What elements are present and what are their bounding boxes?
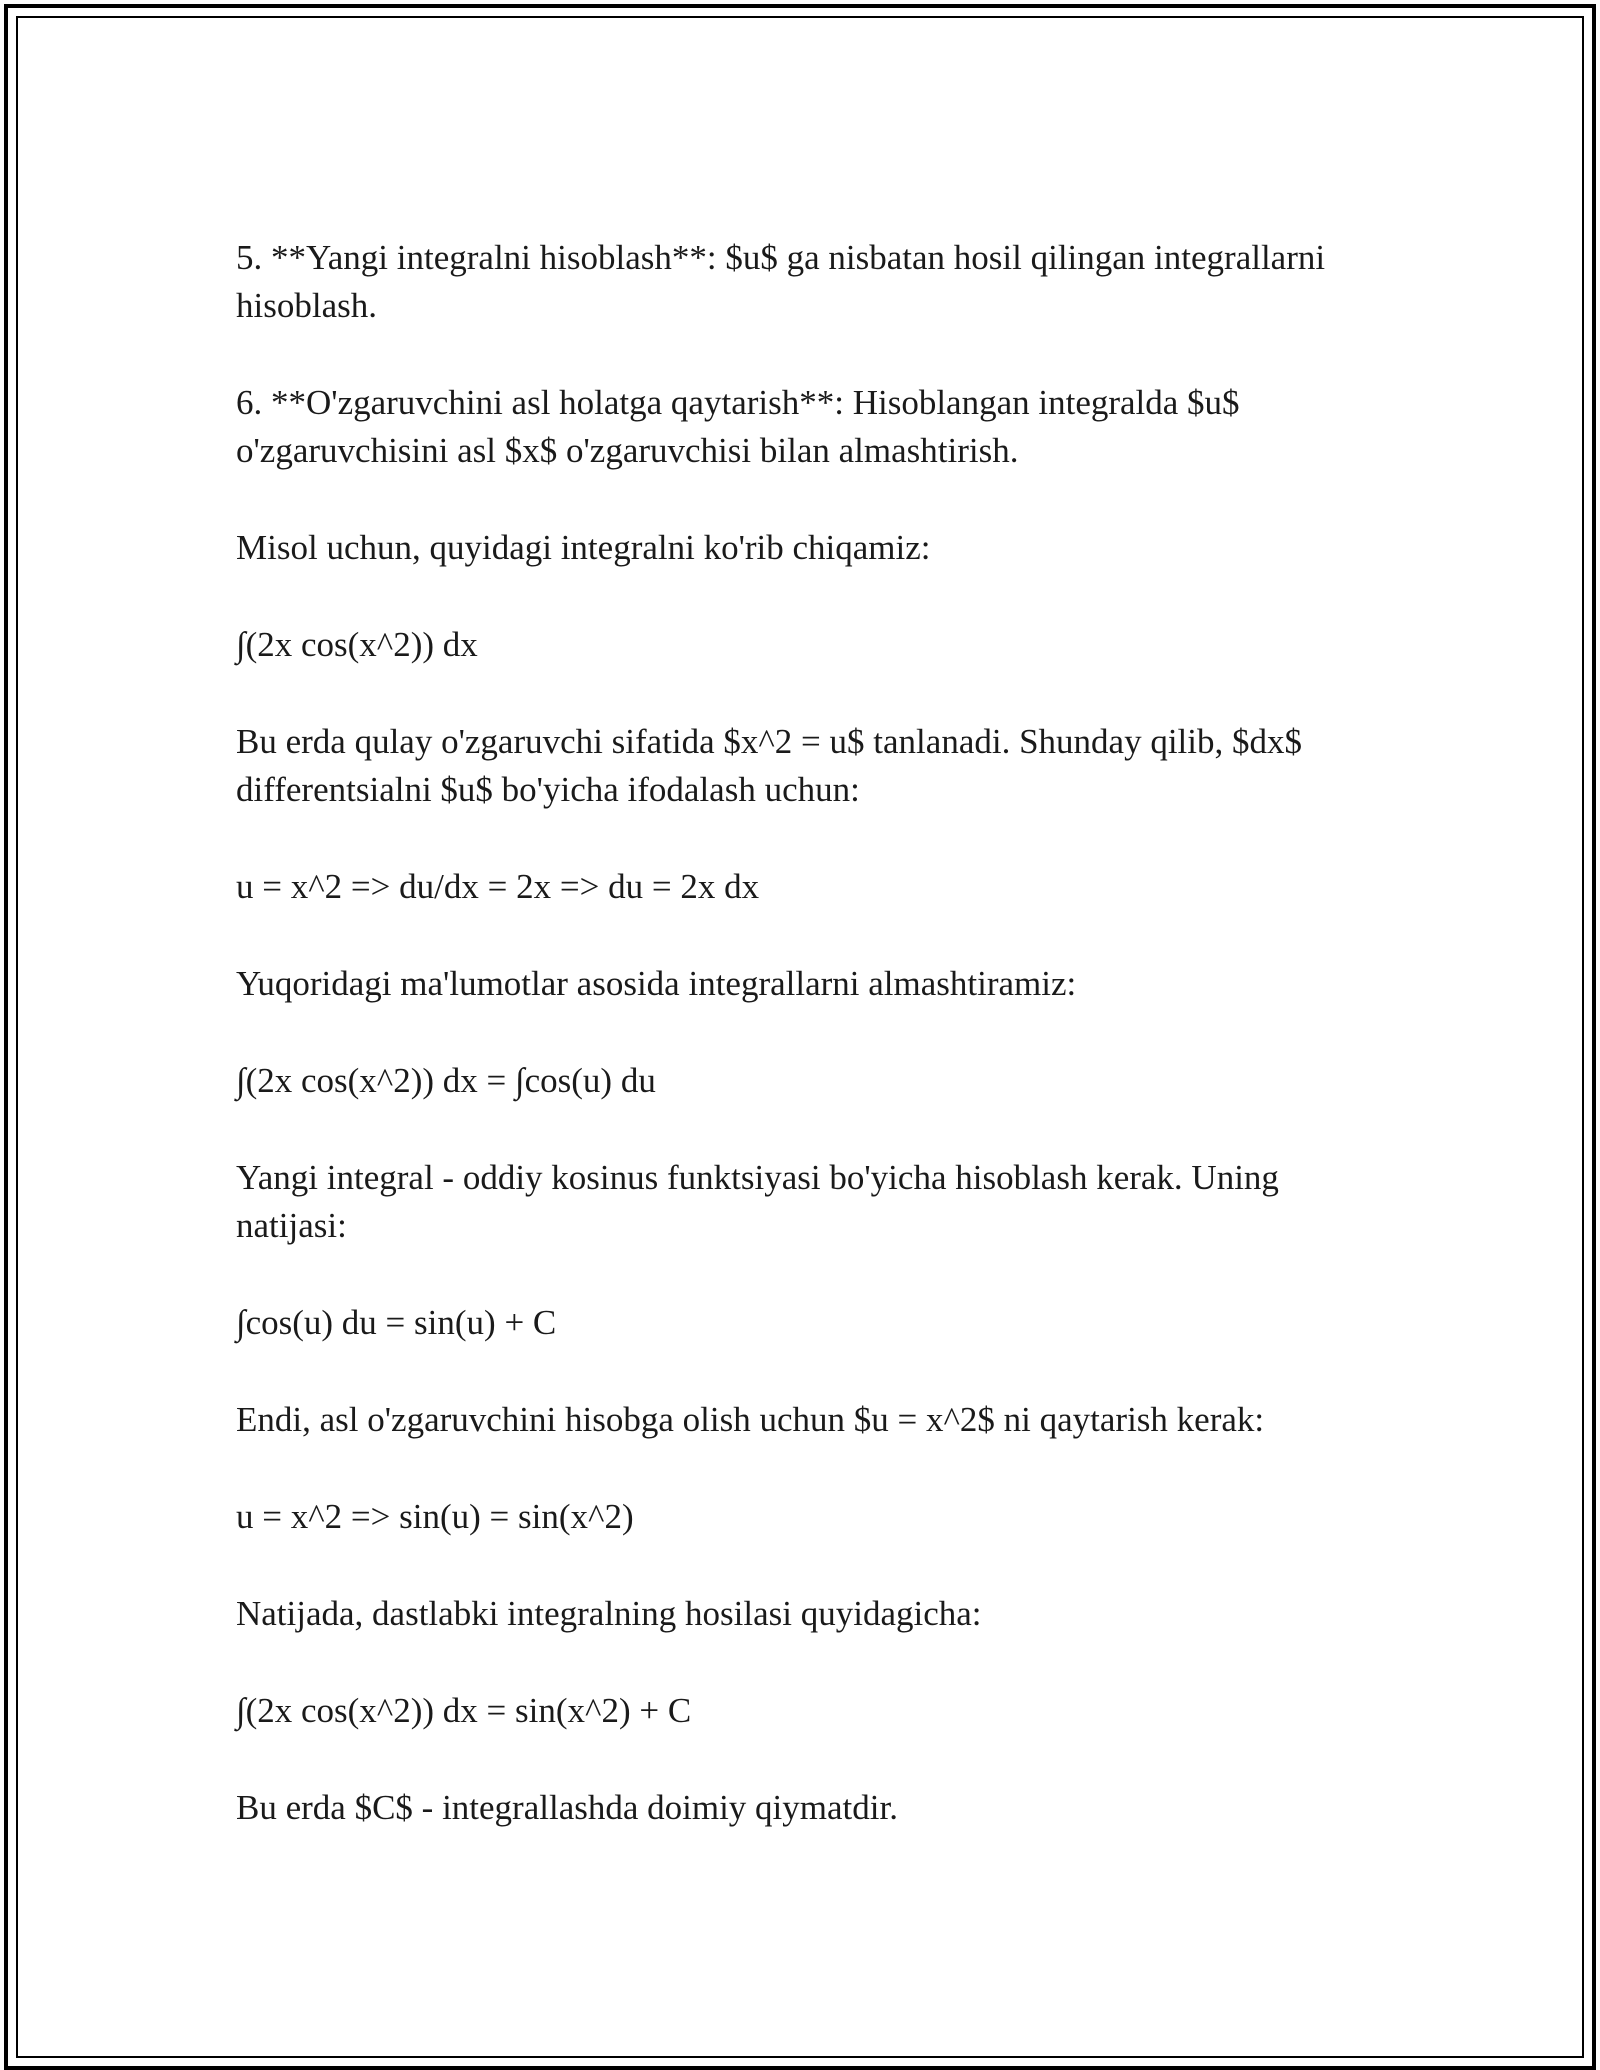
example-intro: Misol uchun, quyidagi integralni ko'rib chiqamiz:	[236, 528, 931, 567]
substituted-integral: ∫(2x cos(x^2)) dx = ∫cos(u) du	[236, 1061, 656, 1100]
substitution-choice: Bu erda qulay o'zgaruvchi sifatida $x^2 = u$ tanlanadi. Shunday qilib, $dx$ differentsialni $u$ bo'yicha ifodalash uchun:	[236, 722, 1302, 809]
constant-note: Bu erda $C$ - integrallashda doimiy qiymatdir.	[236, 1788, 898, 1827]
result-intro: Natijada, dastlabki integralning hosilasi quyidagicha:	[236, 1594, 982, 1633]
integral-expression: ∫(2x cos(x^2)) dx	[236, 625, 478, 664]
cosine-integral-result: ∫cos(u) du = sin(u) + C	[236, 1303, 557, 1342]
back-substitution-intro: Endi, asl o'zgaruvchini hisobga olish uchun $u = x^2$ ni qaytarish kerak:	[236, 1400, 1265, 1439]
back-substitution: u = x^2 => sin(u) = sin(x^2)	[236, 1497, 634, 1536]
step-5-paragraph: 5. **Yangi integralni hisoblash**: $u$ ga nisbatan hosil qilingan integrallarni hisoblash.	[236, 238, 1326, 325]
new-integral-note: Yangi integral - oddiy kosinus funktsiyasi bo'yicha hisoblash kerak. Uning natijasi:	[236, 1158, 1279, 1245]
document-body	[236, 234, 1366, 1832]
differential-derivation: u = x^2 => du/dx = 2x => du = 2x dx	[236, 867, 760, 906]
final-result: ∫(2x cos(x^2)) dx = sin(x^2) + C	[236, 1691, 692, 1730]
step-6-paragraph: 6. **O'zgaruvchini asl holatga qaytarish**: Hisoblangan integralda $u$ o'zgaruvchisini asl $x$ o'zgaruvchisi bilan almashtirish.	[236, 383, 1240, 470]
substitution-intro: Yuqoridagi ma'lumotlar asosida integrallarni almashtiramiz:	[236, 964, 1077, 1003]
